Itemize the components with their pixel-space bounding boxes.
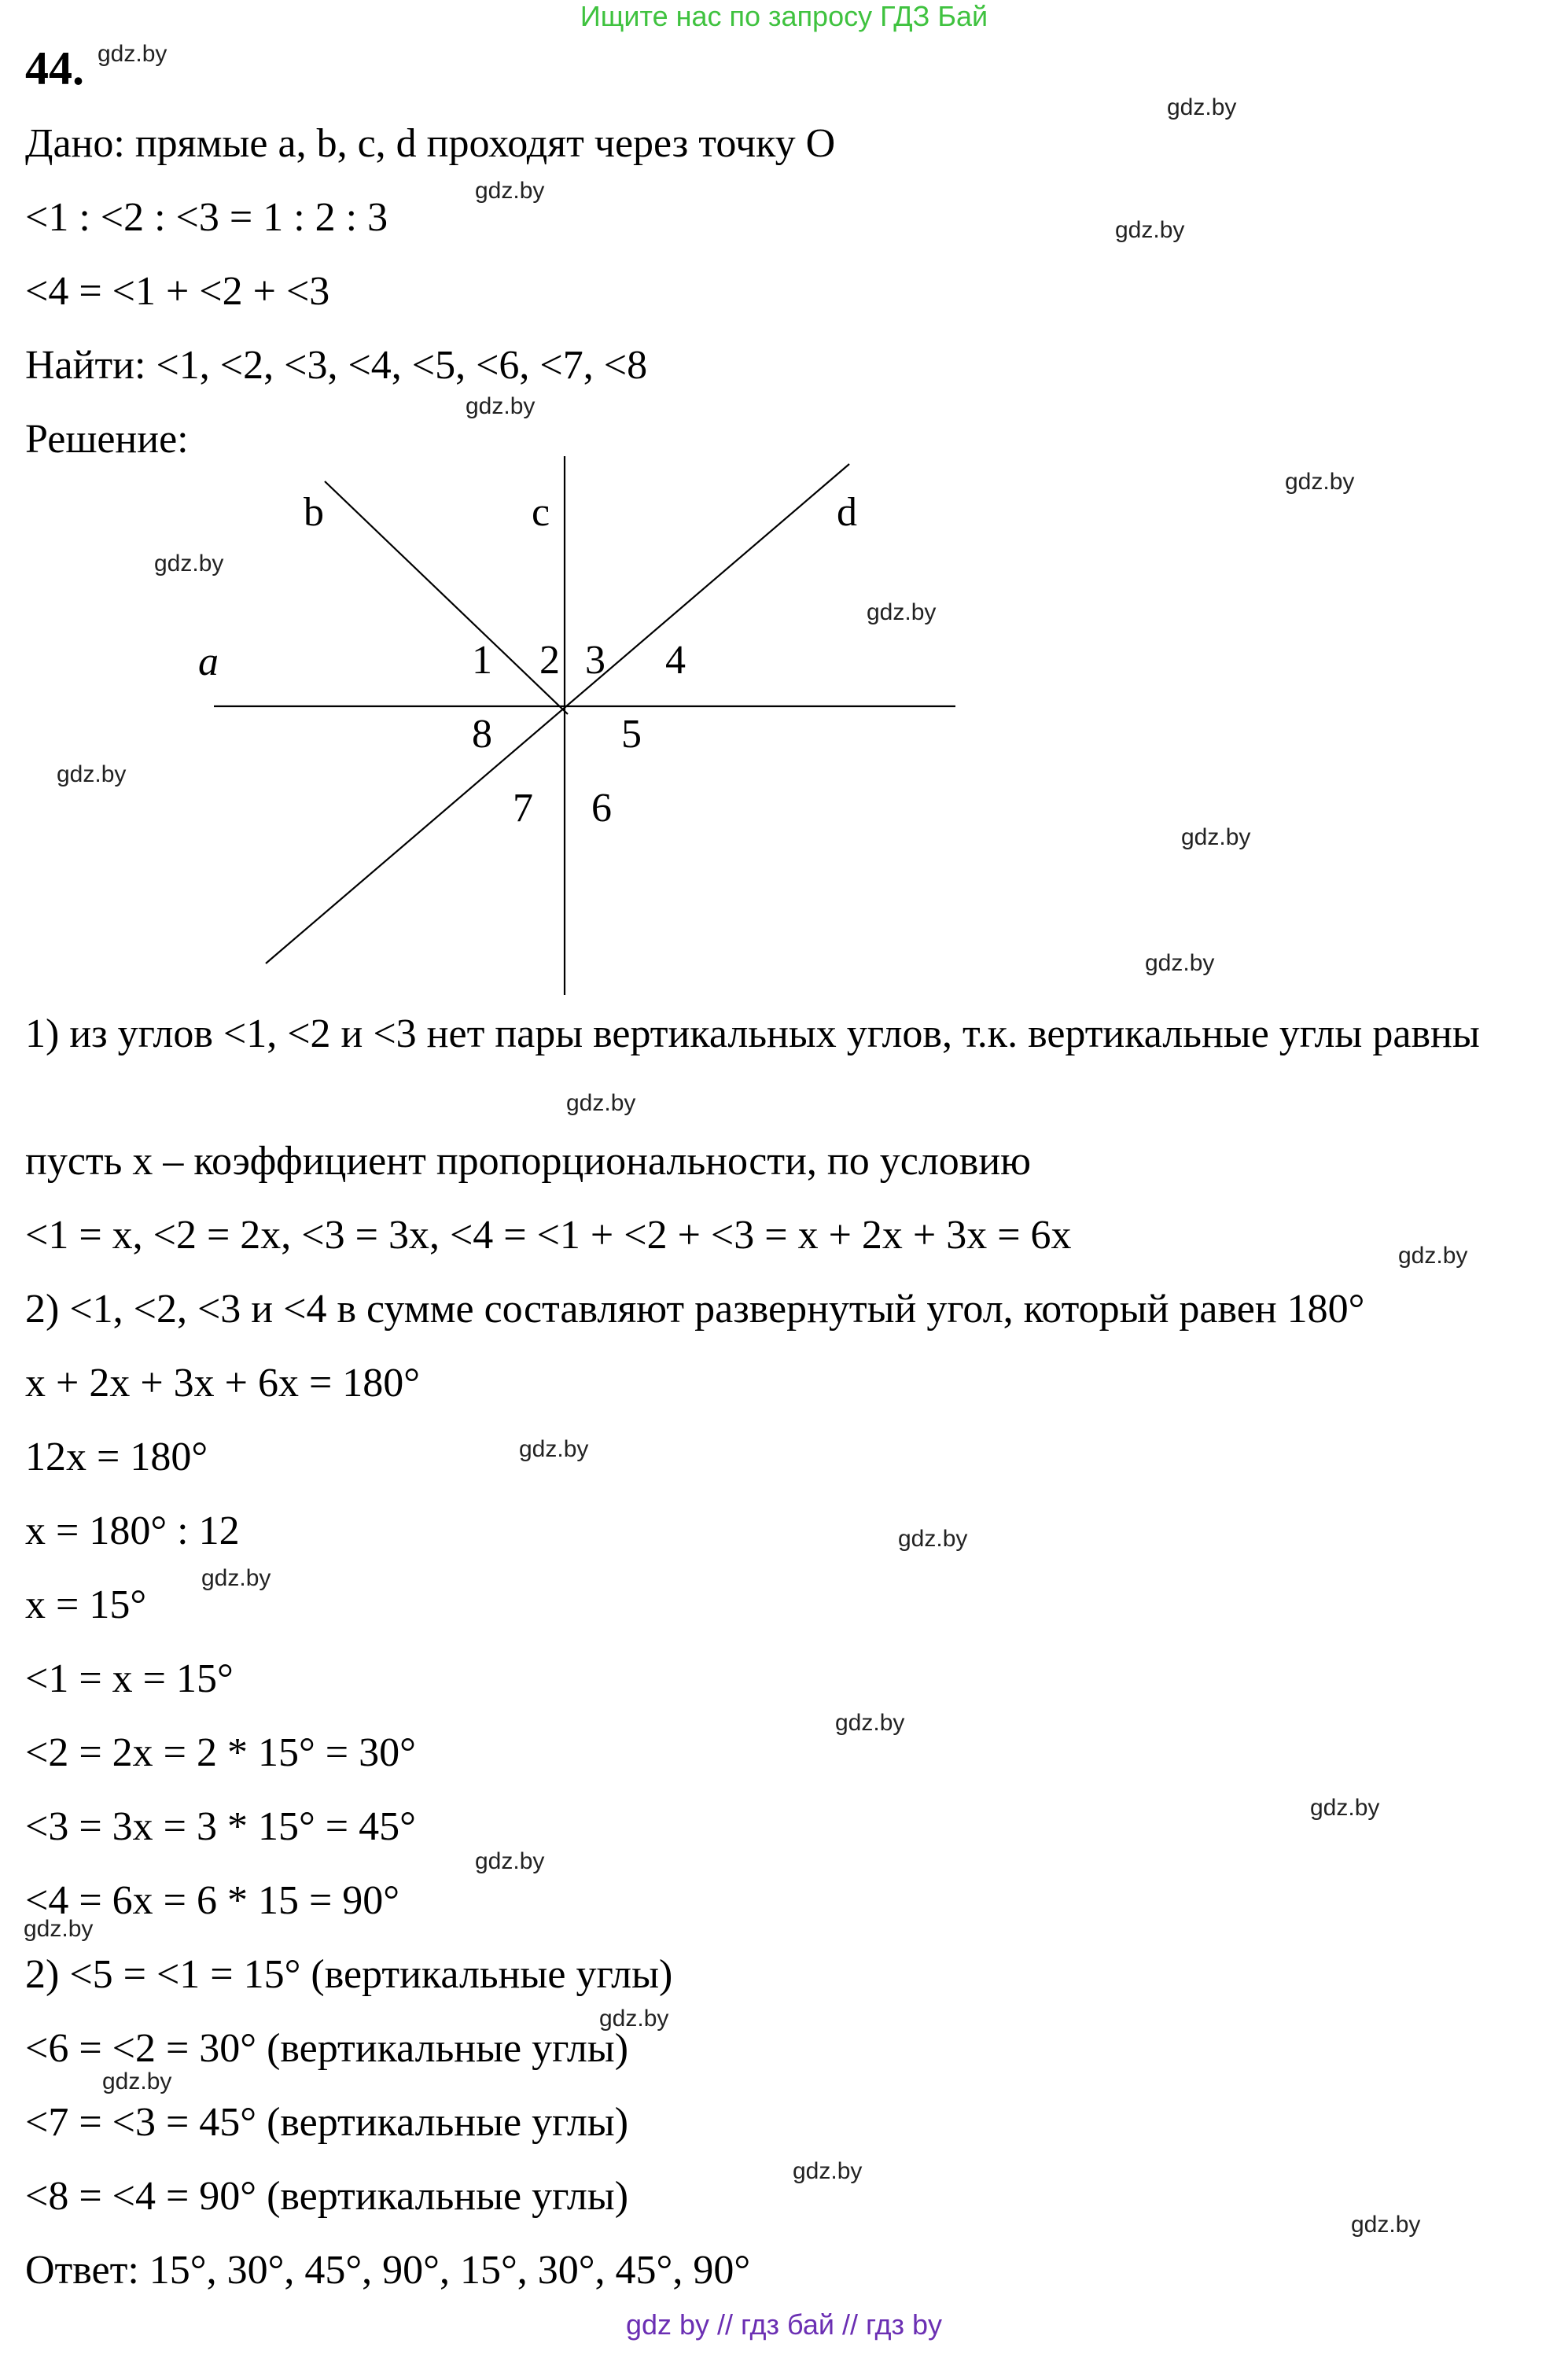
- watermark: gdz.by: [154, 551, 224, 577]
- solution-line: <7 = <3 = 45° (вертикальные углы): [25, 2100, 629, 2145]
- watermark: gdz.by: [98, 41, 167, 67]
- watermark: gdz.by: [519, 1436, 589, 1462]
- watermark: gdz.by: [867, 599, 937, 625]
- watermark: gdz.by: [201, 1565, 271, 1591]
- solution-line: 1) из углов <1, <2 и <3 нет пары вертикальных углов, т.к. вертикальные углы равны: [25, 1011, 1480, 1056]
- angle-label-1: 1: [472, 638, 492, 683]
- solution-heading: Решение:: [25, 417, 189, 462]
- watermark: gdz.by: [898, 1526, 968, 1552]
- given-line: Найти: <1, <2, <3, <4, <5, <6, <7, <8: [25, 343, 648, 388]
- watermark: gdz.by: [1145, 950, 1215, 976]
- top-banner: Ищите нас по запросу ГДЗ Бай: [580, 0, 988, 32]
- solution-line: <8 = <4 = 90° (вертикальные углы): [25, 2174, 629, 2219]
- given-line: <1 : <2 : <3 = 1 : 2 : 3: [25, 195, 388, 240]
- watermark: gdz.by: [599, 2006, 669, 2032]
- solution-line: <3 = 3x = 3 * 15° = 45°: [25, 1804, 416, 1849]
- watermark: gdz.by: [1351, 2212, 1421, 2238]
- solution-line: <6 = <2 = 30° (вертикальные углы): [25, 2026, 629, 2071]
- watermark: gdz.by: [1181, 824, 1251, 850]
- solution-line: <4 = 6x = 6 * 15 = 90°: [25, 1878, 400, 1923]
- angle-label-2: 2: [539, 638, 560, 683]
- solution-line: 2) <5 = <1 = 15° (вертикальные углы): [25, 1952, 673, 1997]
- watermark: gdz.by: [466, 393, 536, 419]
- solution-line: x = 15°: [25, 1582, 147, 1627]
- watermark: gdz.by: [102, 2068, 172, 2094]
- watermark: gdz.by: [1167, 94, 1237, 120]
- solution-line: <1 = x = 15°: [25, 1656, 234, 1701]
- solution-line: x = 180° : 12: [25, 1509, 240, 1553]
- line-label-c: c: [532, 490, 550, 535]
- solution-line: <2 = 2x = 2 * 15° = 30°: [25, 1730, 416, 1775]
- angle-label-5: 5: [621, 712, 642, 757]
- line-label-a: a: [198, 639, 219, 684]
- watermark: gdz.by: [1115, 217, 1185, 243]
- bottom-banner: gdz by // гдз бай // гдз by: [625, 2308, 943, 2341]
- watermark: gdz.by: [1285, 469, 1355, 495]
- watermark: gdz.by: [475, 178, 545, 204]
- angle-label-8: 8: [472, 712, 492, 757]
- given-line: Дано: прямые a, b, c, d проходят через точку O: [25, 121, 836, 166]
- solution-line: пусть x – коэффициент пропорциональности, по условию: [25, 1139, 1032, 1184]
- given-line: <4 = <1 + <2 + <3: [25, 269, 330, 314]
- angle-label-6: 6: [591, 786, 612, 831]
- lines-diagram: [0, 440, 1568, 1007]
- watermark: gdz.by: [1310, 1795, 1380, 1821]
- watermark: gdz.by: [475, 1848, 545, 1874]
- solution-line: <1 = x, <2 = 2x, <3 = 3x, <4 = <1 + <2 + <3 = x + 2x + 3x = 6x: [25, 1213, 1072, 1258]
- line-label-d: d: [837, 490, 857, 535]
- solution-line: 2) <1, <2, <3 и <4 в сумме составляют развернутый угол, который равен 180°: [25, 1287, 1365, 1332]
- watermark: gdz.by: [57, 761, 127, 787]
- watermark: gdz.by: [793, 2158, 863, 2184]
- watermark: gdz.by: [835, 1710, 905, 1736]
- angle-label-4: 4: [665, 638, 686, 683]
- angle-label-7: 7: [513, 786, 533, 831]
- answer-line: Ответ: 15°, 30°, 45°, 90°, 15°, 30°, 45°, 90°: [25, 2248, 751, 2293]
- angle-label-3: 3: [585, 638, 605, 683]
- line-label-b: b: [304, 490, 324, 535]
- line-d: [266, 464, 849, 963]
- watermark: gdz.by: [1398, 1243, 1468, 1269]
- watermark: gdz.by: [566, 1090, 636, 1116]
- problem-number: 44.: [25, 42, 84, 94]
- solution-line: x + 2x + 3x + 6x = 180°: [25, 1361, 421, 1405]
- solution-line: 12x = 180°: [25, 1435, 208, 1479]
- watermark: gdz.by: [24, 1916, 94, 1942]
